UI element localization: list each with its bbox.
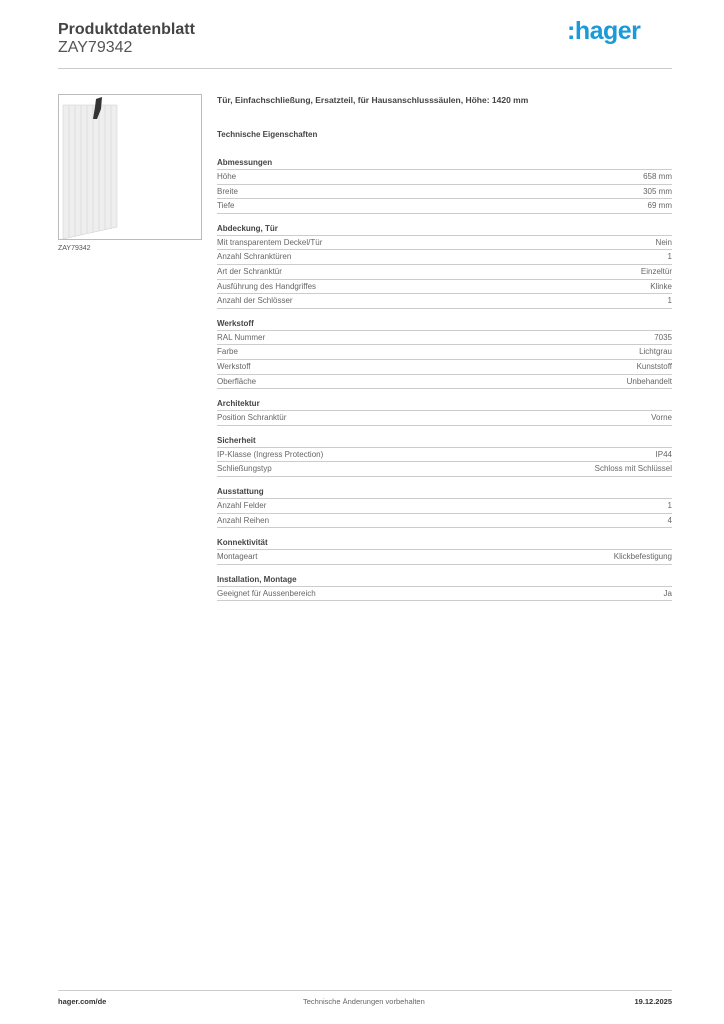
spec-row — [217, 294, 672, 309]
spec-label: Anzahl Schranktüren — [217, 252, 292, 262]
spec-label: Farbe — [217, 347, 238, 357]
spec-label: Mit transparentem Deckel/Tür — [217, 237, 323, 247]
spec-value: 4 — [667, 515, 672, 525]
spec-row — [217, 331, 672, 346]
spec-value: Lichtgrau — [639, 347, 672, 357]
spec-row — [217, 250, 672, 265]
spec-label: Position Schranktür — [217, 413, 287, 423]
spec-row — [217, 360, 672, 375]
spec-value: 1 — [667, 500, 672, 510]
spec-section — [217, 398, 672, 426]
product-description: Tür, Einfachschließung, Ersatzteil, für Hausanschlusssäulen, Höhe: 1420 mm — [217, 95, 529, 105]
spec-row — [217, 499, 672, 514]
spec-section — [217, 318, 672, 389]
spec-section — [217, 223, 672, 309]
section-title: Werkstoff — [217, 318, 672, 331]
section-title: Abmessungen — [217, 157, 672, 170]
spec-value: 7035 — [654, 332, 672, 342]
spec-row — [217, 462, 672, 477]
section-title: Sicherheit — [217, 435, 672, 448]
spec-row — [217, 411, 672, 426]
spec-area — [217, 95, 672, 610]
header-divider — [58, 68, 672, 69]
spec-row — [217, 236, 672, 251]
spec-value: IP44 — [655, 449, 672, 459]
spec-value: Kunststoff — [636, 361, 672, 371]
section-title: Installation, Montage — [217, 574, 672, 587]
spec-value: 1 — [667, 252, 672, 262]
spec-label: RAL Nummer — [217, 332, 266, 342]
spec-value: 1 — [667, 296, 672, 306]
spec-label: Anzahl Felder — [217, 500, 267, 510]
spec-section — [217, 574, 672, 602]
spec-value: Klinke — [650, 281, 672, 291]
product-code: ZAY79342 — [58, 39, 133, 56]
section-title: Abdeckung, Tür — [217, 223, 672, 236]
spec-label: Tiefe — [217, 201, 235, 211]
spec-label: Oberfläche — [217, 376, 257, 386]
spec-label: Höhe — [217, 172, 237, 181]
spec-row — [217, 280, 672, 295]
spec-row — [217, 170, 672, 185]
footer-divider — [58, 990, 672, 991]
spec-label: Werkstoff — [217, 361, 251, 371]
spec-label: Anzahl Reihen — [217, 515, 270, 525]
spec-value: Einzeltür — [640, 266, 672, 276]
spec-label: Anzahl der Schlösser — [217, 296, 293, 306]
spec-label: Geeignet für Aussenbereich — [217, 588, 316, 598]
section-title: Konnektivität — [217, 537, 672, 550]
spec-label: Montageart — [217, 552, 258, 562]
spec-value: 658 mm — [643, 172, 672, 181]
spec-value: Unbehandelt — [626, 376, 672, 386]
spec-section — [217, 157, 672, 214]
page-title: Produktdatenblatt — [58, 21, 195, 38]
section-title: Architektur — [217, 398, 672, 411]
spec-value: Nein — [655, 237, 672, 247]
spec-value: Vorne — [651, 413, 672, 423]
spec-label: Art der Schranktür — [217, 266, 282, 276]
spec-label: Schließungstyp — [217, 464, 272, 474]
product-image — [58, 94, 202, 240]
spec-row — [217, 265, 672, 280]
spec-row — [217, 550, 672, 565]
spec-row — [217, 345, 672, 360]
footer-date: 19.12.2025 — [634, 997, 672, 1006]
spec-row — [217, 375, 672, 390]
spec-row — [217, 448, 672, 463]
spec-row — [217, 199, 672, 214]
spec-label: Breite — [217, 186, 238, 196]
spec-value: Klickbefestigung — [613, 552, 672, 562]
tech-heading: Technische Eigenschaften — [217, 130, 318, 139]
spec-row — [217, 514, 672, 529]
spec-value: Ja — [663, 588, 672, 598]
section-title: Ausstattung — [217, 486, 672, 499]
spec-row — [217, 185, 672, 200]
spec-label: Ausführung des Handgriffes — [217, 281, 317, 291]
spec-value: Schloss mit Schlüssel — [594, 464, 672, 474]
spec-value: 305 mm — [643, 186, 672, 196]
hager-logo: :hager — [567, 17, 641, 45]
spec-row — [217, 587, 672, 602]
image-caption: ZAY79342 — [58, 245, 91, 252]
footer-note: Technische Änderungen vorbehalten — [303, 997, 425, 1006]
spec-value: 69 mm — [647, 201, 672, 211]
spec-section — [217, 435, 672, 477]
footer-website: hager.com/de — [58, 997, 107, 1006]
spec-label: IP-Klasse (Ingress Protection) — [217, 449, 324, 459]
spec-section — [217, 537, 672, 565]
spec-section — [217, 486, 672, 528]
